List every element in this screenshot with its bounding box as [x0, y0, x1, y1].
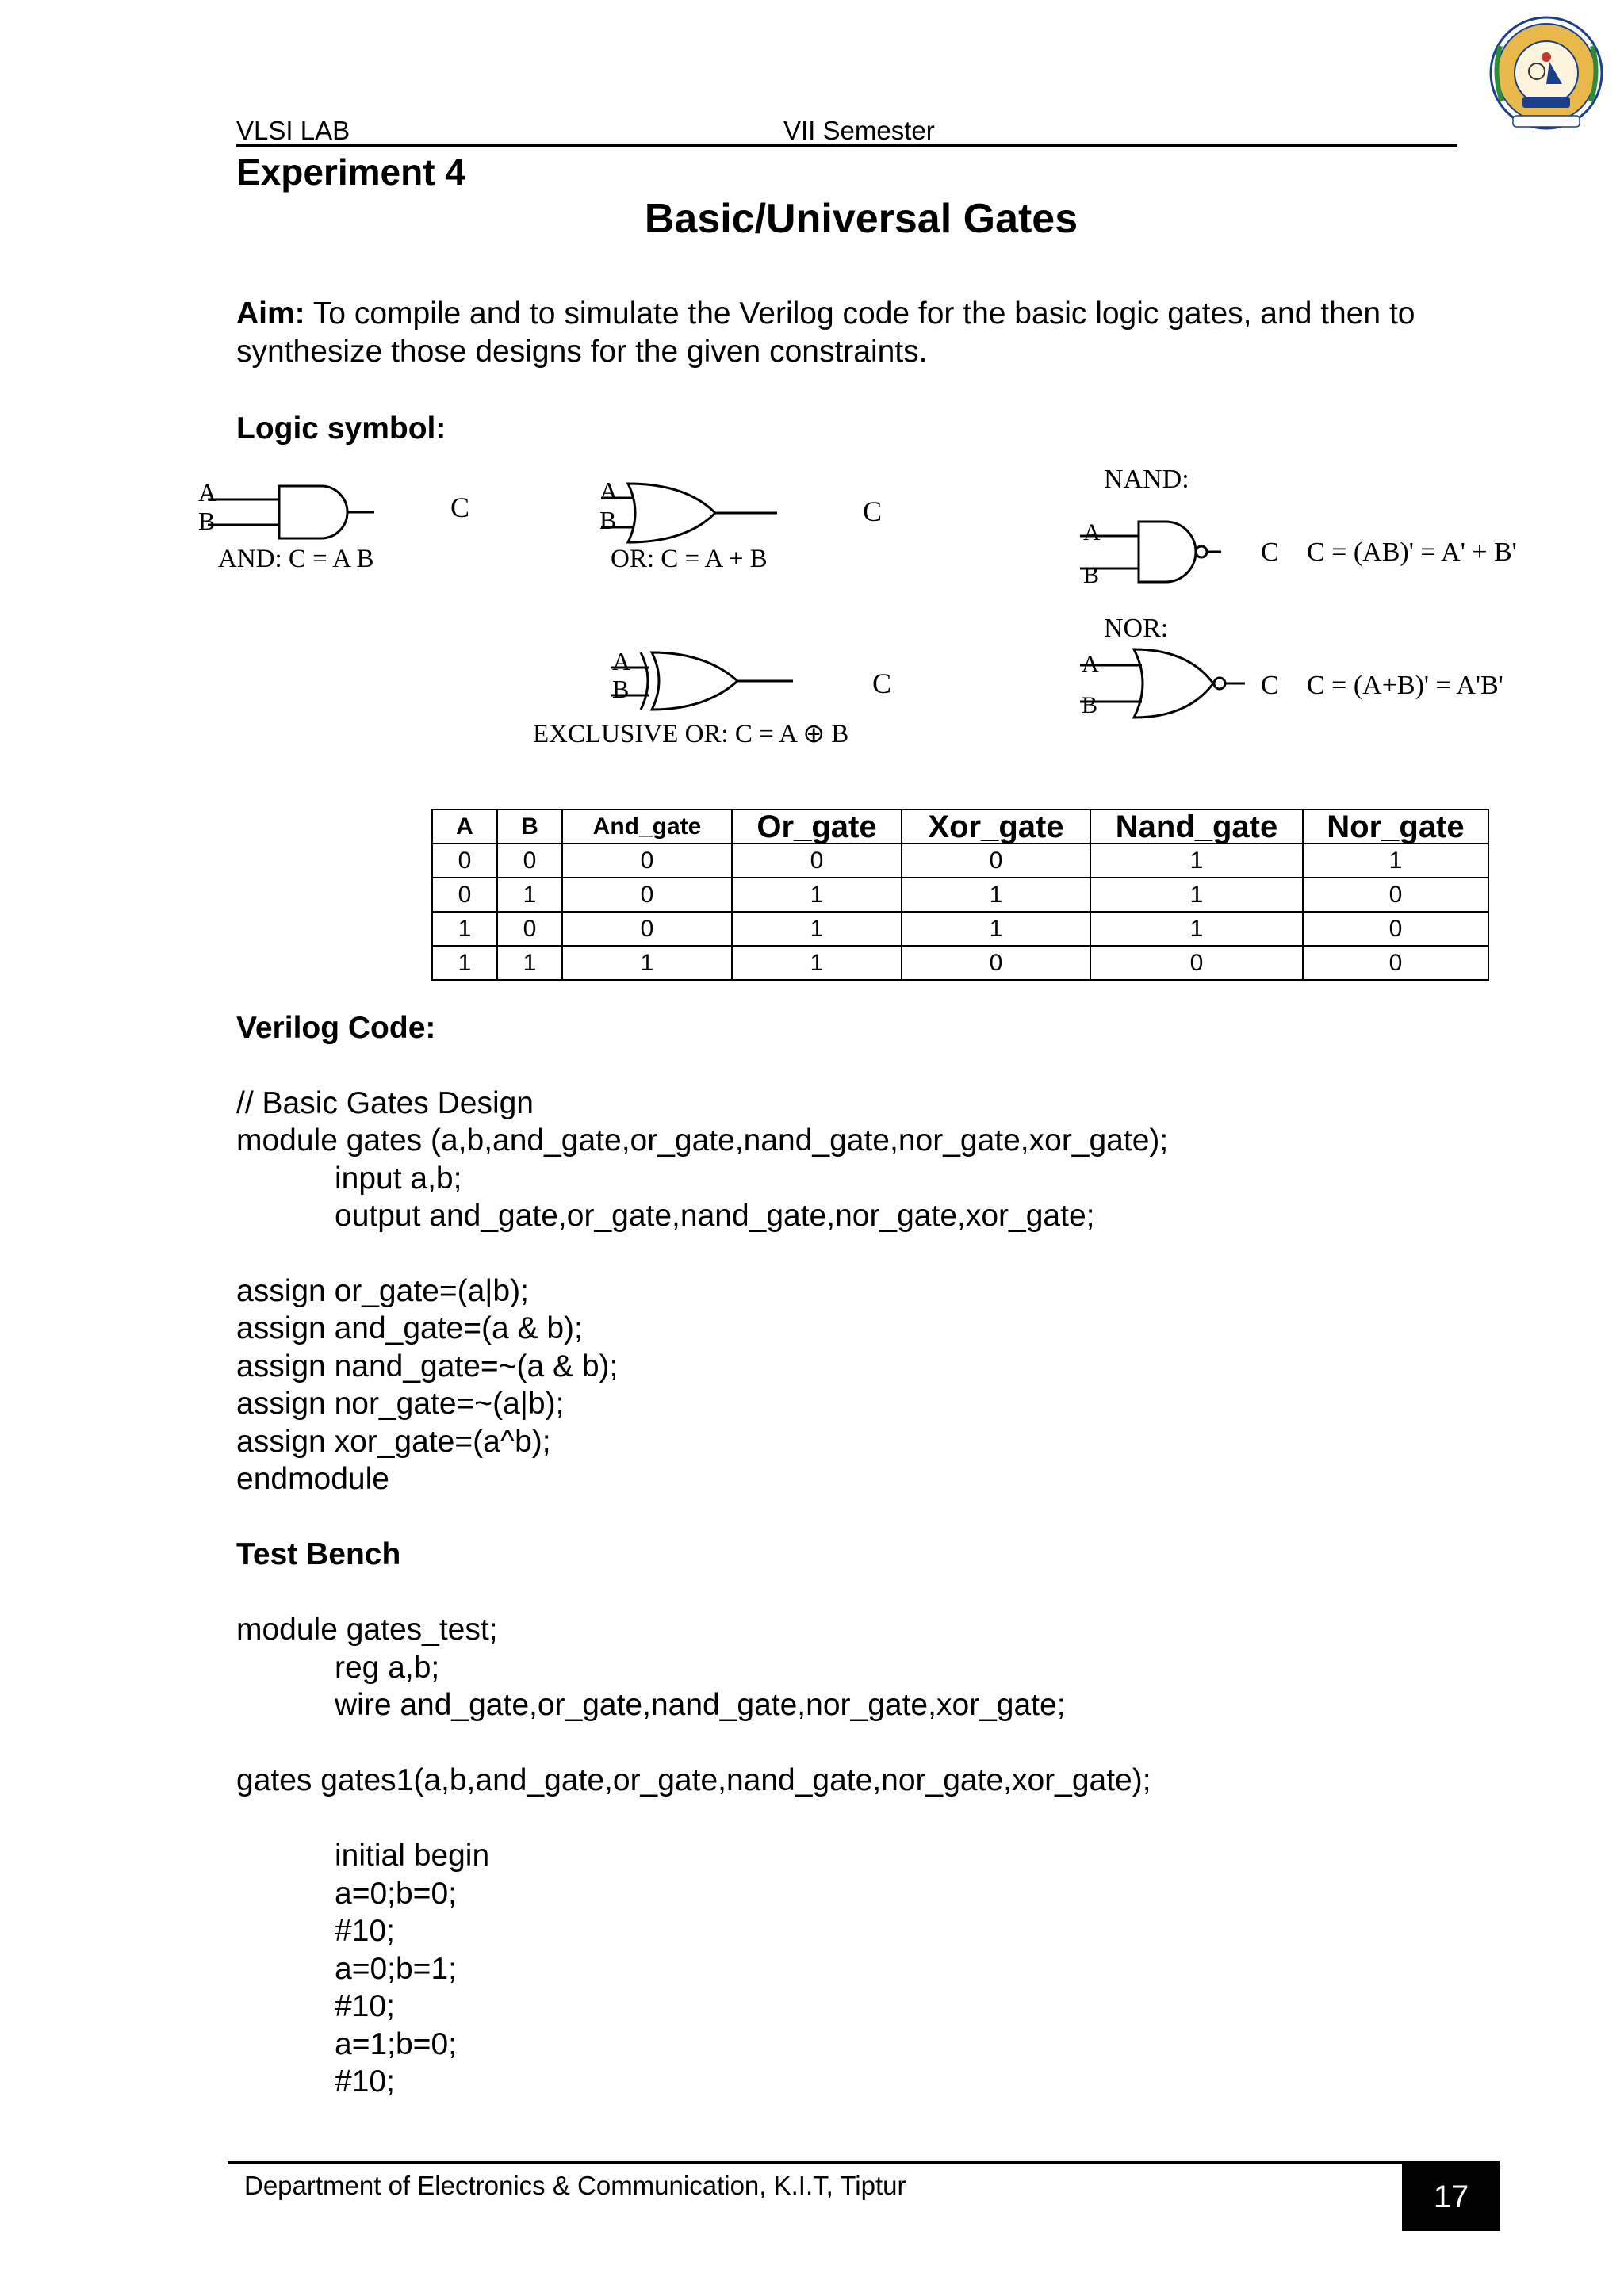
tb-instance: gates gates1(a,b,and_gate,or_gate,nand_gate,nor_gate,xor_gate); — [236, 1763, 1151, 1797]
table-cell: 1 — [1303, 844, 1488, 878]
code-endmodule: endmodule — [236, 1462, 389, 1496]
table-row — [432, 912, 1488, 946]
tb-initial-line: a=0;b=0; — [335, 1877, 457, 1911]
header-xor-gate: Xor_gate — [902, 809, 1090, 844]
header-nor-gate: Nor_gate — [1303, 809, 1488, 844]
header-or-gate: Or_gate — [732, 809, 902, 844]
tb-initial-line: #10; — [335, 1914, 395, 1948]
table-cell: 0 — [562, 912, 732, 946]
table-row — [432, 878, 1488, 912]
header-and-gate: And_gate — [562, 809, 732, 844]
xor-input-a: A — [612, 647, 631, 675]
table-cell: 1 — [432, 946, 497, 980]
nor-gate-symbol — [1080, 649, 1245, 718]
table-cell: 0 — [1090, 946, 1303, 980]
or-gate-symbol — [601, 484, 777, 542]
footer-department: Department of Electronics & Communication, K.I.T, Tiptur — [244, 2171, 906, 2200]
table-cell: 1 — [1090, 844, 1303, 878]
table-cell: 1 — [497, 946, 562, 980]
nand-input-b: B — [1083, 562, 1100, 588]
tb-module-declaration: module gates_test; — [236, 1613, 498, 1647]
code-assign-or: assign or_gate=(a|b); — [236, 1274, 529, 1308]
truth-table — [431, 809, 1489, 981]
table-cell: 0 — [497, 912, 562, 946]
table-cell: 0 — [432, 844, 497, 878]
table-cell: 1 — [902, 912, 1090, 946]
table-cell: 0 — [497, 844, 562, 878]
nand-gate-symbol — [1080, 522, 1221, 582]
tb-reg-declaration: reg a,b; — [335, 1651, 440, 1685]
experiment-label: Experiment 4 — [236, 151, 465, 193]
page-number: 17 — [1402, 2164, 1500, 2231]
nor-output-c: C — [1261, 671, 1279, 700]
tb-initial-line: a=0;b=1; — [335, 1952, 457, 1986]
nand-output-c: C — [1261, 538, 1279, 567]
table-cell: 1 — [732, 912, 902, 946]
or-input-a: A — [599, 476, 619, 505]
tb-initial-line: #10; — [335, 1989, 395, 2023]
table-cell: 1 — [732, 946, 902, 980]
tb-initial-line: a=1;b=0; — [335, 2027, 457, 2061]
table-row — [432, 844, 1488, 878]
and-caption: AND: C = A B — [218, 545, 374, 573]
aim-text-line1: To compile and to simulate the Verilog code for the basic logic gates, and then to — [304, 297, 1415, 331]
table-cell: 0 — [732, 844, 902, 878]
aim-text-line2: synthesize those designs for the given constraints. — [236, 335, 928, 369]
logic-symbols-figure — [190, 464, 1554, 765]
header-rule — [236, 144, 1457, 147]
verilog-code-heading: Verilog Code: — [236, 1011, 436, 1045]
table-cell: 1 — [432, 912, 497, 946]
table-cell: 0 — [1303, 912, 1488, 946]
table-cell: 0 — [902, 946, 1090, 980]
truth-table-header-row — [432, 809, 1488, 844]
nand-input-a: A — [1083, 519, 1101, 545]
or-caption: OR: C = A + B — [611, 545, 768, 573]
aim-label: Aim: — [236, 297, 305, 331]
and-output-c: C — [450, 492, 470, 523]
xor-caption: EXCLUSIVE OR: C = A ⊕ B — [533, 720, 849, 748]
table-cell: 0 — [432, 878, 497, 912]
xor-output-c: C — [872, 668, 892, 699]
tb-initial-line: initial begin — [335, 1839, 490, 1873]
code-assign-and: assign and_gate=(a & b); — [236, 1311, 583, 1345]
test-bench-heading: Test Bench — [236, 1537, 401, 1571]
table-cell: 1 — [562, 946, 732, 980]
logic-symbol-heading: Logic symbol: — [236, 411, 446, 446]
table-cell: 1 — [497, 878, 562, 912]
table-cell: 1 — [732, 878, 902, 912]
code-input-declaration: input a,b; — [335, 1161, 462, 1196]
table-cell: 1 — [902, 878, 1090, 912]
aim-paragraph — [236, 295, 1521, 371]
tb-wire-declaration: wire and_gate,or_gate,nand_gate,nor_gate,xor_gate; — [335, 1688, 1066, 1722]
table-row — [432, 946, 1488, 980]
footer-rule — [228, 2161, 1500, 2164]
and-gate-symbol — [208, 486, 374, 538]
code-assign-nand: assign nand_gate=~(a & b); — [236, 1349, 619, 1383]
table-cell: 0 — [562, 878, 732, 912]
or-input-b: B — [599, 506, 617, 534]
xor-gate-symbol — [611, 652, 793, 710]
header-a: A — [432, 809, 497, 844]
code-assign-nor: assign nor_gate=~(a|b); — [236, 1387, 565, 1421]
code-module-declaration: module gates (a,b,and_gate,or_gate,nand_gate,nor_gate,xor_gate); — [236, 1123, 1169, 1158]
or-output-c: C — [863, 496, 883, 527]
table-cell: 0 — [562, 844, 732, 878]
and-input-a: A — [198, 478, 217, 507]
nand-equation: C = (AB)' = A' + B' — [1307, 538, 1517, 567]
nor-heading: NOR: — [1104, 614, 1169, 643]
and-input-b: B — [198, 507, 216, 535]
nor-equation: C = (A+B)' = A'B' — [1307, 671, 1503, 700]
nor-input-a: A — [1082, 651, 1099, 677]
code-output-declaration: output and_gate,or_gate,nand_gate,nor_gate,xor_gate; — [335, 1199, 1095, 1233]
nor-input-b: B — [1082, 692, 1098, 718]
xor-input-b: B — [612, 675, 630, 703]
page-title: Basic/Universal Gates — [644, 196, 1078, 242]
code-assign-xor: assign xor_gate=(a^b); — [236, 1425, 551, 1459]
table-cell: 0 — [902, 844, 1090, 878]
header-semester: VII Semester — [783, 116, 935, 145]
code-comment: // Basic Gates Design — [236, 1086, 534, 1120]
table-cell: 0 — [1303, 878, 1488, 912]
table-cell: 1 — [1090, 878, 1303, 912]
institute-seal-icon — [1484, 14, 1608, 138]
tb-initial-line: #10; — [335, 2064, 395, 2099]
table-cell: 0 — [1303, 946, 1488, 980]
table-cell: 1 — [1090, 912, 1303, 946]
header-b: B — [497, 809, 562, 844]
nand-heading: NAND: — [1104, 465, 1189, 494]
header-lab-name: VLSI LAB — [236, 116, 350, 145]
header-nand-gate: Nand_gate — [1090, 809, 1303, 844]
